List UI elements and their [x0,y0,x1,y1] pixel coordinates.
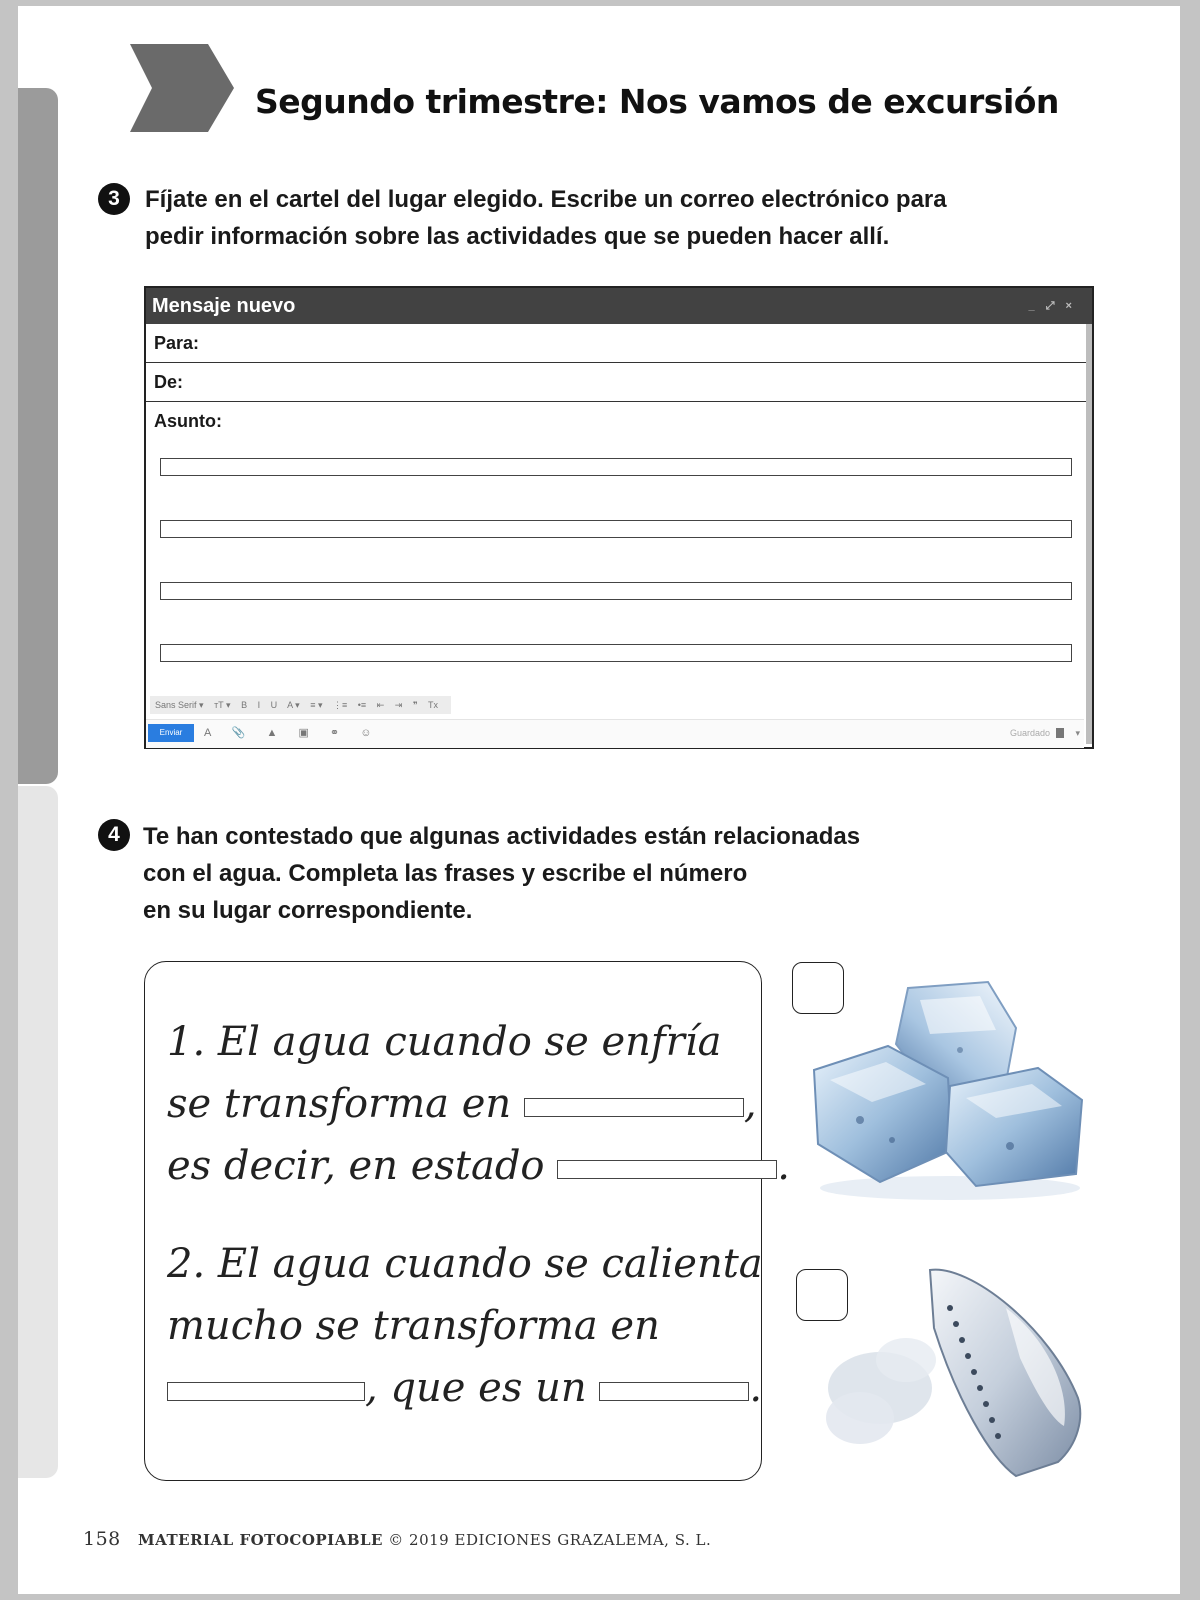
answer-blank[interactable] [599,1382,749,1401]
side-tab-upper [18,88,58,784]
page-footer [83,1528,711,1550]
question-3-text [145,181,947,255]
bulleted-list-icon[interactable]: •≡ [357,700,367,710]
email-title-bar [146,288,1092,324]
sentence-1-line-1 [167,1018,721,1066]
sentence-text: es decir, en estado [167,1143,545,1189]
email-body-line[interactable] [160,458,1072,476]
sentence-2-line-3 [167,1364,762,1412]
question-4-number: 4 [98,819,130,851]
from-field[interactable]: De: [146,363,1086,402]
indent-more-icon[interactable]: ⇥ [394,700,403,710]
sentence-2-line-2 [167,1302,660,1350]
question-4-text [143,818,860,929]
font-size-icon[interactable]: тT ▾ [214,700,231,710]
chevron-icon [130,44,234,132]
footer-label: MATERIAL FOTOCOPIABLE [138,1531,383,1549]
sentence-text: , [743,1081,757,1127]
send-button[interactable]: Enviar [148,724,194,742]
underline-icon[interactable]: U [270,700,278,710]
sentence-text: se transforma en [167,1081,512,1127]
question-3-number: 3 [98,183,130,215]
question-3-line-2: pedir información sobre las actividades que se pueden hacer allí. [145,223,890,250]
email-scrollbar[interactable] [1086,324,1092,744]
email-body-line[interactable] [160,582,1072,600]
page-title: Segundo trimestre: Nos vamos de excursión [255,82,1059,121]
numbered-list-icon[interactable]: ⋮≡ [332,700,348,710]
email-compose-window [144,286,1094,749]
more-options-icon[interactable]: ▾ [1075,728,1080,738]
page-number: 158 [83,1528,121,1550]
sentence-1-line-2 [167,1080,757,1128]
saved-status: Guardado [1009,728,1050,738]
subject-field[interactable]: Asunto: [154,411,222,431]
align-icon[interactable]: ≡ ▾ [310,700,323,710]
sentence-text: mucho se transforma en [167,1303,660,1349]
question-4-line-2: con el agua. Completa las frases y escribe el número [143,860,748,887]
question-4-line-1: Te han contestado que algunas actividades están relacionadas [143,823,861,850]
sentence-text: 2. El agua cuando se calienta [167,1241,763,1287]
sentence-text: 1. El agua cuando se enfría [167,1019,722,1065]
answer-blank[interactable] [167,1382,365,1401]
sentence-text: . [777,1143,790,1189]
sentence-1-line-3 [167,1142,790,1190]
question-4-line-3: en su lugar correspondiente. [143,897,473,924]
email-body-line[interactable] [160,644,1072,662]
ice-cubes-image [800,970,1090,1210]
indent-less-icon[interactable]: ⇤ [376,700,385,710]
sentence-text: , que es un [365,1365,587,1411]
clear-format-icon[interactable]: Tx [428,700,438,710]
footer-copyright: © 2019 EDICIONES GRAZALEMA, S. L. [388,1531,712,1549]
trash-icon[interactable] [1056,728,1064,738]
sentence-text: . [749,1365,763,1411]
steam-iron-image [820,1268,1090,1480]
sentence-box [144,961,790,1481]
question-3-line-1: Fíjate en el cartel del lugar elegido. Escribe un correo electrónico para [145,186,947,213]
bold-icon[interactable]: B [241,700,248,710]
email-action-bar [146,719,1084,748]
format-toolbar [150,696,451,714]
email-body-line[interactable] [160,520,1072,538]
sentence-2-line-1 [167,1240,763,1288]
window-controls-icon[interactable]: _ ⤢ × [1028,300,1076,312]
answer-blank[interactable] [557,1160,777,1179]
text-color-icon[interactable]: A ▾ [287,700,300,710]
email-window-title: Mensaje nuevo [152,295,296,317]
attach-icons[interactable]: A 📎 ▲ ▣ ⚭ ☺ [204,727,381,739]
quote-icon[interactable]: ❞ [412,700,418,710]
answer-blank[interactable] [524,1098,744,1117]
side-tab-lower [18,786,58,1478]
to-field[interactable]: Para: [146,324,1086,363]
font-select[interactable]: Sans Serif ▾ [155,700,204,710]
italic-icon[interactable]: I [257,700,261,710]
